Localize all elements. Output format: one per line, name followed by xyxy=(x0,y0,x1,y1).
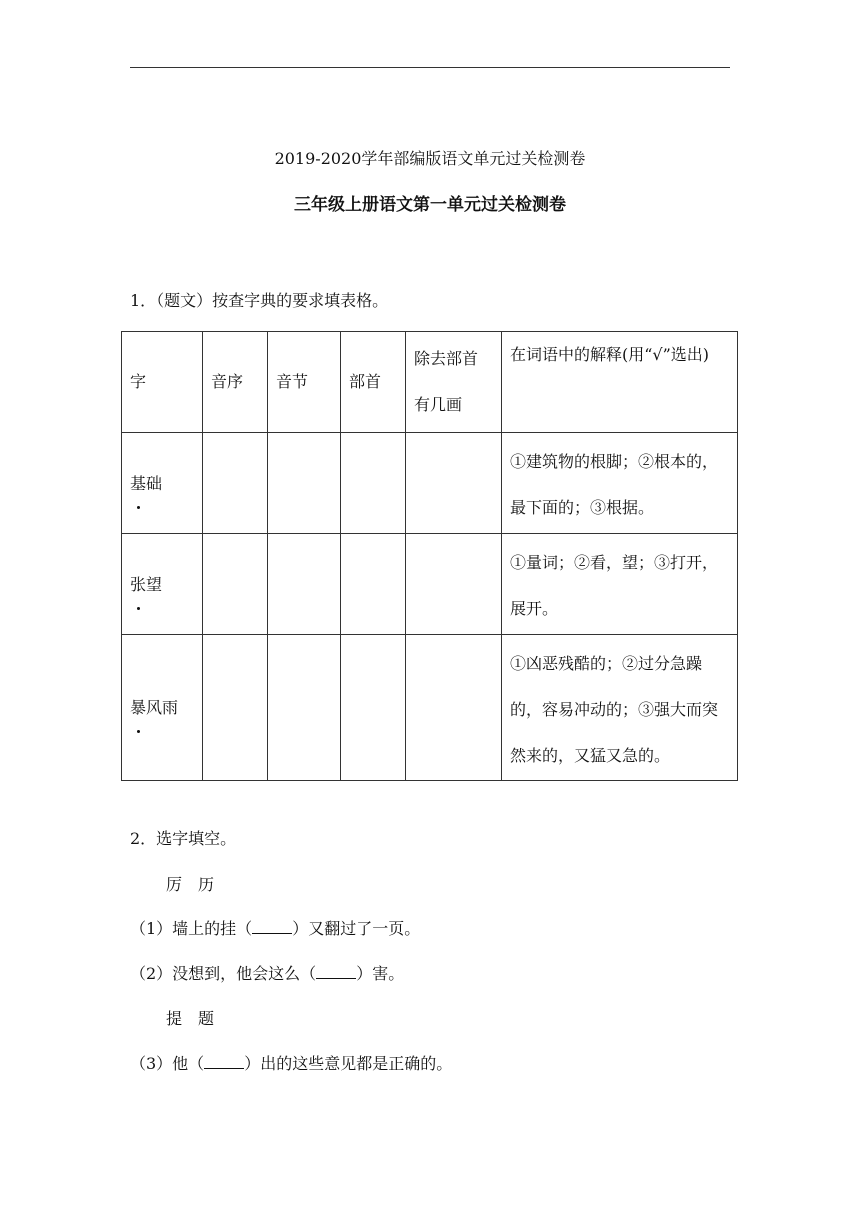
sentence-3 xyxy=(130,1051,452,1074)
table-row xyxy=(122,433,738,534)
answer-cell[interactable] xyxy=(203,635,268,781)
header-rule xyxy=(130,67,730,68)
sentence-1-pre: （1）墙上的挂（ xyxy=(130,919,253,938)
answer-cell[interactable] xyxy=(268,433,341,534)
row-meaning: ①建筑物的根脚；②根本的，最下面的；③根据。 xyxy=(502,433,738,534)
row-meaning: ①凶恶残酷的；②过分急躁的，容易冲动的；③强大而突然来的，又猛又急的。 xyxy=(502,635,738,781)
char-choice-group-2: 提 题 xyxy=(166,1009,215,1028)
header-strokes-line1: 除去部首 xyxy=(414,349,479,368)
table-header-row xyxy=(122,332,738,433)
sentence-3-pre: （3）他（ xyxy=(130,1054,205,1073)
word-rest: 风雨 xyxy=(146,698,179,717)
dictionary-table xyxy=(121,331,738,781)
header-strokes xyxy=(406,332,502,433)
row-word xyxy=(122,433,203,534)
fill-blank-2[interactable] xyxy=(316,964,356,979)
answer-cell[interactable] xyxy=(406,635,502,781)
exam-subtitle: 三年级上册语文第一单元过关检测卷 xyxy=(294,195,566,215)
answer-cell[interactable] xyxy=(341,433,406,534)
sentence-1 xyxy=(130,916,420,939)
header-char: 字 xyxy=(122,332,203,433)
row-meaning: ①量词；②看，望；③打开，展开。 xyxy=(502,534,738,635)
fill-blank-3[interactable] xyxy=(204,1054,244,1069)
answer-cell[interactable] xyxy=(268,534,341,635)
table-row xyxy=(122,534,738,635)
word-rest: 望 xyxy=(146,574,163,594)
answer-cell[interactable] xyxy=(268,635,341,781)
header-order: 音序 xyxy=(203,332,268,433)
exam-title: 2019-2020学年部编版语文单元过关检测卷 xyxy=(274,149,586,168)
question-2-prompt: 2．选字填空。 xyxy=(130,829,237,848)
dotted-char: 张 xyxy=(130,562,146,607)
question-1-prompt: 1．（题文）按查字典的要求填表格。 xyxy=(130,291,389,310)
sentence-2-post: ）害。 xyxy=(356,964,405,983)
header-syllable: 音节 xyxy=(268,332,341,433)
table-row xyxy=(122,635,738,781)
answer-cell[interactable] xyxy=(406,433,502,534)
answer-cell[interactable] xyxy=(341,635,406,781)
answer-cell[interactable] xyxy=(203,534,268,635)
sentence-1-post: ）又翻过了一页。 xyxy=(292,919,421,938)
word-rest: 础 xyxy=(146,473,163,493)
row-word xyxy=(122,635,203,781)
sentence-2 xyxy=(130,961,404,984)
fill-blank-1[interactable] xyxy=(252,919,292,934)
row-word xyxy=(122,534,203,635)
answer-cell[interactable] xyxy=(341,534,406,635)
answer-cell[interactable] xyxy=(406,534,502,635)
header-meaning: 在词语中的解释(用“√”选出) xyxy=(502,332,738,433)
sentence-3-post: ）出的这些意见都是正确的。 xyxy=(244,1054,453,1073)
header-radical: 部首 xyxy=(341,332,406,433)
answer-cell[interactable] xyxy=(203,433,268,534)
dotted-char: 暴 xyxy=(130,685,146,730)
char-choice-group-1: 厉 历 xyxy=(166,875,215,894)
dotted-char: 基 xyxy=(130,461,146,506)
header-strokes-line2: 有几画 xyxy=(414,395,463,414)
sentence-2-pre: （2）没想到，他会这么（ xyxy=(130,964,317,983)
